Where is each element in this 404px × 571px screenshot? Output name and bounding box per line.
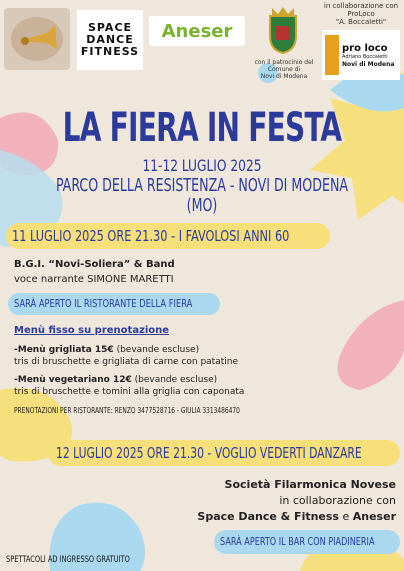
proloco-logo-line1: pro loco [342, 42, 388, 54]
partner-aneser: Aneser [352, 510, 396, 523]
aneser-logo [149, 16, 245, 46]
menu1-note: (bevande escluse) [113, 345, 200, 355]
space-dance-line3: FITNESS [80, 45, 140, 58]
proloco-logo [322, 30, 400, 80]
comune-line1: con il patrocinio del [254, 59, 314, 66]
proloco-collab-line1: in collaborazione con [323, 2, 399, 10]
space-dance-line1: SPACE [87, 21, 133, 34]
proloco-collaboration [318, 2, 404, 26]
partner-space-dance: Space Dance & Fitness [197, 510, 339, 523]
menu1-name: -Menù grigliata 15€ [14, 345, 114, 355]
bar-pill-text: SARÀ APERTO IL BAR CON PIADINERIA [220, 535, 375, 548]
reservations-info: PRENOTAZIONI PER RISTORANTE: RENZO 3477528716 - GIULIA 3313486470 [14, 406, 240, 415]
coat-of-arms-icon [266, 6, 300, 54]
trumpet-icon [7, 11, 67, 67]
restaurant-pill-text: SARÀ APERTO IL RISTORANTE DELLA FIERA [14, 297, 193, 310]
menu1 [14, 344, 199, 356]
proloco-logo-line3: Novi di Modena [342, 60, 395, 68]
event2-banner-text: 12 LUGLIO 2025 ORE 21.30 - VOGLIO VEDERTI DANZARE [56, 444, 362, 462]
event-location: PARCO DELLA RESISTENZA - NOVI DI MODENA (MO) [55, 175, 349, 216]
menu2-description: tris di bruschette e tomini alla griglia con caponata [14, 387, 245, 397]
partner-connector: e [338, 510, 353, 523]
event2-collaboration: in collaborazione con [279, 494, 396, 507]
band-logo [4, 8, 70, 70]
event1-banner-text: 11 LUGLIO 2025 ORE 21.30 - I FAVOLOSI ANNI 60 [12, 227, 290, 245]
proloco-collab-line2: ProLoco [347, 10, 375, 18]
menu2 [14, 374, 217, 386]
menu-title: Menù fisso su prenotazione [14, 325, 170, 336]
comune-line3: Novi di Modena [260, 73, 308, 80]
event-dates: 11-12 LUGLIO 2025 [142, 156, 262, 175]
proloco-mark-icon [325, 35, 339, 75]
comune-crest [253, 6, 313, 58]
aneser-logo-text: Aneser [161, 20, 233, 42]
menu2-note: (bevande escluse) [131, 375, 218, 385]
comune-patronage [246, 59, 322, 80]
space-dance-line2: DANCE [86, 33, 134, 46]
space-dance-logo [77, 10, 143, 70]
proloco-logo-line2: Adriano Boccaletti [342, 53, 388, 60]
proloco-collab-line3: "A. Boccaletti" [335, 18, 387, 26]
event1-performers: B.G.I. “Novi-Soliera” & Band [14, 259, 175, 270]
page-title: LA FIERA IN FESTA [62, 105, 342, 151]
free-entry-note: SPETTACOLI AD INGRESSO GRATUITO [6, 555, 130, 565]
menu2-name: -Menù vegetariano 12€ [14, 375, 132, 385]
event2-orchestra: Società Filarmonica Novese [224, 478, 396, 491]
comune-line2: Comune di [267, 66, 301, 73]
pink-swoosh-shape [338, 300, 404, 390]
event2-partners [197, 510, 396, 524]
event1-narrator: voce narrante SIMONE MARETTI [14, 274, 174, 285]
menu1-description: tris di bruschette e grigliata di carne con patatine [14, 357, 238, 367]
